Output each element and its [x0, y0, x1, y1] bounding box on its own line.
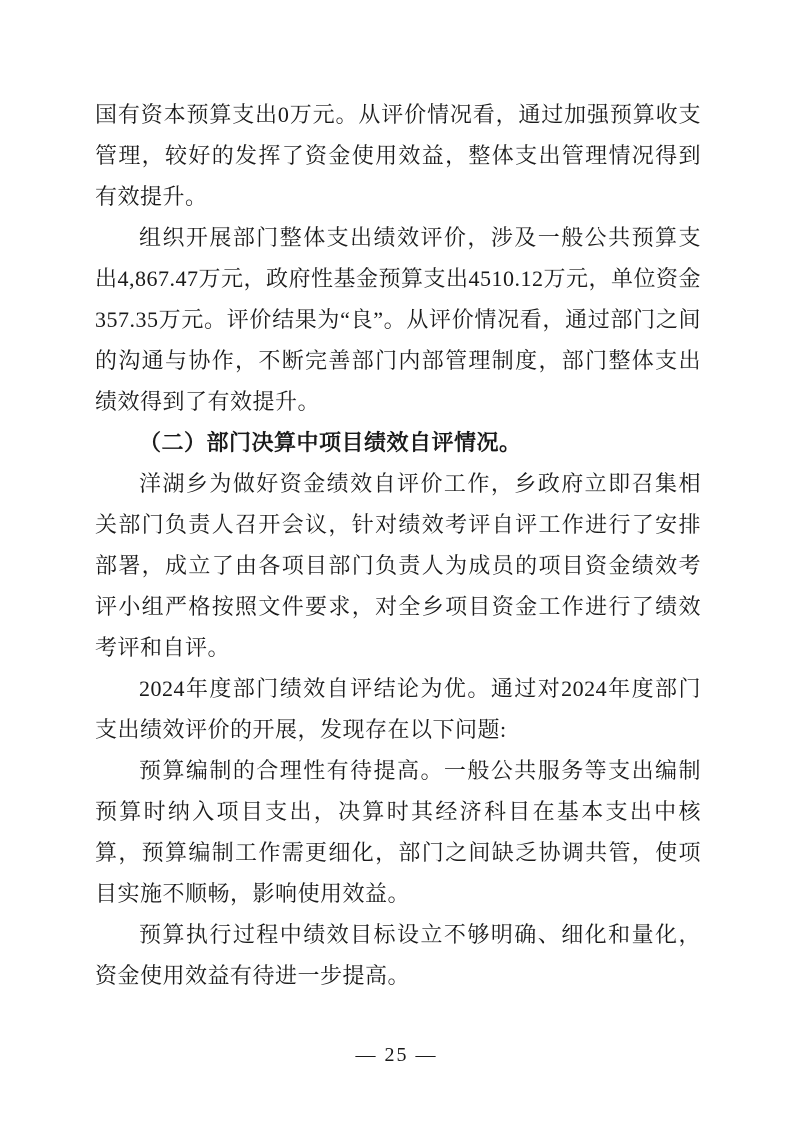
paragraph-problem-budget-preparation: 预算编制的合理性有待提高。一般公共服务等支出编制预算时纳入项目支出，决算时其经济科目在基本支出中核算，预算编制工作需更细化，部门之间缺乏协调共管，使项目实施不顺畅，影响使用效益。: [95, 758, 701, 906]
page-footer: [0, 1040, 793, 1070]
document-body: [95, 94, 701, 996]
paragraph-overall-expenditure-evaluation: 组织开展部门整体支出绩效评价，涉及一般公共预算支出4,867.47万元，政府性基金预算支出4510.12万元，单位资金357.35万元。评价结果为“良”。从评价情况看，通过部门之间的沟通与协作，不断完善部门内部管理制度，部门整体支出绩效得到了有效提升。: [95, 225, 702, 414]
section-heading-project-self-evaluation: （二）部门决算中项目绩效自评情况。: [139, 430, 522, 455]
page-number: — 25 —: [355, 1044, 438, 1066]
paragraph-continuation: 国有资本预算支出0万元。从评价情况看，通过加强预算收支管理，较好的发挥了资金使用效益，整体支出管理情况得到有效提升。: [95, 102, 701, 209]
paragraph-self-evaluation-arrangement: 洋湖乡为做好资金绩效自评价工作，乡政府立即召集相关部门负责人召开会议，针对绩效考评自评工作进行了安排部署，成立了由各项目部门负责人为成员的项目资金绩效考评小组严格按照文件要求，对全乡项目资金工作进行了绩效考评和自评。: [95, 471, 701, 660]
paragraph-self-evaluation-conclusion: 2024年度部门绩效自评结论为优。通过对2024年度部门支出绩效评价的开展，发现存在以下问题:: [95, 676, 701, 742]
paragraph-problem-budget-execution: 预算执行过程中绩效目标设立不够明确、细化和量化，资金使用效益有待进一步提高。: [95, 922, 701, 988]
